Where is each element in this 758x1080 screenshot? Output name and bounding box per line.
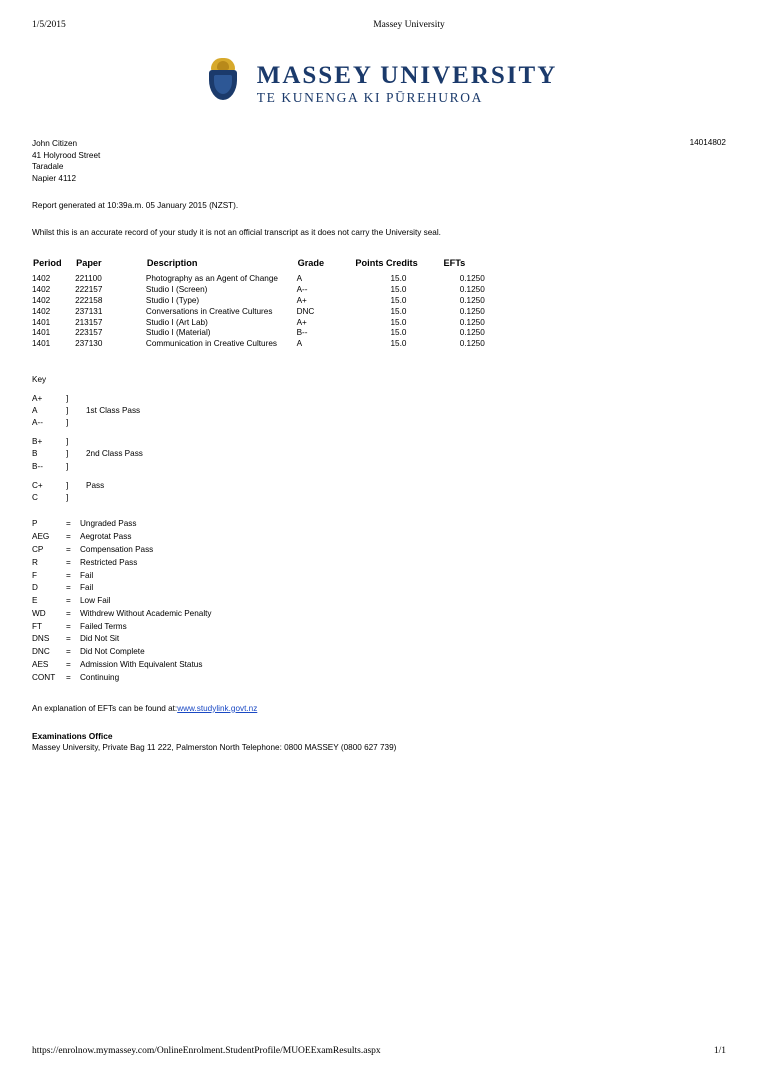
cell-efts: 0.1250 [459,328,485,338]
results-header-row [32,257,502,274]
abbreviation-symbol: DNC [32,647,50,657]
cell-description: Studio I (Art Lab) [145,317,208,327]
key-bracket: ] [66,405,69,415]
abbreviation-meaning: Low Fail [80,596,111,606]
abbreviation-meaning: Did Not Sit [80,634,120,644]
cell-paper: 222158 [75,296,103,306]
disclaimer-line: Whilst this is an accurate record of your study it is not an official transcript as it does not carry the University seal. [32,227,441,237]
university-motto: TE KUNENGA KI PŪREHUROA [256,90,483,106]
column-header-grade: Grade [297,257,325,268]
key-symbol: B [32,449,38,459]
abbreviation-meaning: Fail [80,583,94,593]
abbreviation-symbol: E [32,596,38,606]
abbreviation-equals: = [66,608,71,618]
cell-description: Communication in Creative Cultures [145,339,277,349]
cell-points: 15.0 [390,274,407,284]
cell-description: Studio I (Screen) [145,285,208,295]
cell-grade: DNC [296,306,315,316]
cell-efts: 0.1250 [459,317,485,327]
abbreviation-equals: = [66,583,71,593]
examinations-office-details: Massey University, Private Bag 11 222, Palmerston North Telephone: 0800 MASSEY (0800 627 739) [32,742,397,752]
abbreviation-row [32,569,212,582]
key-label [86,392,143,404]
address-row [32,138,726,185]
abbreviation-symbol: D [32,583,38,593]
cell-grade: A [296,339,303,349]
abbreviation-equals: = [66,647,71,657]
abbreviation-equals: = [66,634,71,644]
abbreviation-symbol: R [32,557,38,567]
cell-period: 1402 [32,296,51,306]
cell-points: 15.0 [390,296,407,306]
key-row [32,460,143,472]
cell-paper: 221100 [75,274,102,284]
abbreviation-meaning: Admission With Equivalent Status [80,660,203,670]
column-header-efts: EFTs [443,257,466,268]
abbreviation-symbol: WD [32,608,46,618]
key-label: 1st Class Pass [86,405,141,415]
key-label [86,436,143,448]
cell-description: Photography as an Agent of Change [145,274,278,284]
table-row [32,338,502,349]
abbreviation-row [32,581,212,594]
cell-grade: A+ [296,317,307,327]
column-header-paper: Paper [76,257,102,268]
abbreviation-meaning: Fail [80,570,94,580]
abbreviation-equals: = [66,519,71,529]
key-bracket: ] [66,480,69,490]
abbreviation-symbol: CONT [32,672,56,682]
abbreviation-row [32,658,212,671]
cell-description: Studio I (Material) [145,328,211,338]
document-body [32,138,726,752]
address-line-3: Napier 4112 [32,173,76,183]
cell-points: 15.0 [390,317,407,327]
key-bracket: ] [66,461,69,471]
cell-period: 1401 [32,328,51,338]
university-name: MASSEY UNIVERSITY [256,61,558,89]
table-row [32,284,502,295]
abbreviation-meaning: Failed Terms [80,621,127,631]
key-label [86,416,143,428]
abbreviation-equals: = [66,557,71,567]
key-bracket: ] [66,418,69,427]
cell-efts: 0.1250 [459,274,485,284]
key-symbol: B+ [32,437,43,447]
print-footer [32,1046,726,1056]
cell-paper: 237131 [75,306,103,316]
table-row [32,306,502,317]
abbreviation-row [32,607,212,620]
abbreviation-symbol: CP [32,544,44,554]
examinations-office-title: Examinations Office [32,730,113,741]
key-symbol: A+ [32,393,43,403]
cell-efts: 0.1250 [459,339,485,349]
university-logo [0,58,758,110]
cell-paper: 237130 [75,339,103,349]
student-address-block [32,138,100,185]
cell-points: 15.0 [390,328,407,338]
cell-period: 1401 [32,339,51,349]
print-date: 1/5/2015 [32,20,66,30]
cell-period: 1402 [32,306,51,316]
cell-period: 1401 [32,317,51,327]
table-row [32,317,502,328]
print-header [32,20,726,30]
table-row [32,327,502,338]
key-symbol: B-- [32,461,43,471]
university-wordmark [257,63,558,105]
key-row [32,448,143,460]
cell-grade: B-- [296,328,308,338]
key-row [32,491,143,503]
abbreviation-meaning: Aegrotat Pass [80,532,132,542]
abbreviation-row [32,556,212,569]
cell-points: 15.0 [390,339,407,349]
abbreviation-row [32,543,212,556]
cell-period: 1402 [32,274,51,284]
abbreviation-meaning: Withdrew Without Academic Penalty [80,608,212,618]
abbreviation-symbol: AEG [32,532,50,542]
abbreviation-meaning: Ungraded Pass [80,519,137,529]
abbreviation-row [32,594,212,607]
studylink-link[interactable]: www.studylink.govt.nz [177,703,258,713]
address-line-2: Taradale [32,162,64,172]
abbreviation-symbol: P [32,519,38,529]
table-row [32,274,502,285]
key-bracket: ] [66,492,69,502]
cell-grade: A [296,274,303,284]
cell-efts: 0.1250 [459,306,485,316]
key-symbol: A-- [32,418,43,427]
cell-period: 1402 [32,285,51,295]
key-row [32,392,143,404]
cell-points: 15.0 [390,306,407,316]
abbreviation-row [32,671,212,684]
abbreviation-symbol: F [32,570,38,580]
abbreviations-table [32,518,212,684]
examinations-office-block [32,731,726,752]
abbreviation-symbol: DNS [32,634,50,644]
cell-grade: A-- [296,285,308,295]
key-symbol: C [32,492,38,502]
abbreviation-meaning: Continuing [80,672,120,682]
cell-grade: A+ [296,296,307,306]
abbreviation-row [32,530,212,543]
abbreviation-symbol: FT [32,621,43,631]
table-row [32,295,502,306]
results-table [32,257,502,349]
cell-points: 15.0 [390,285,407,295]
abbreviation-equals: = [66,621,71,631]
footer-page-number: 1/1 [713,1046,726,1056]
footer-url: https://enrolnow.mymassey.com/OnlineEnrolment.StudentProfile/MUOEExamResults.aspx [32,1046,381,1056]
cell-paper: 222157 [75,285,103,295]
key-label [86,491,143,503]
student-id: 14014802 [689,138,726,147]
key-bracket: ] [66,393,69,403]
cell-paper: 213157 [75,317,103,327]
key-row [32,416,143,428]
column-header-description: Description [146,257,198,268]
cell-paper: 223157 [75,328,103,338]
abbreviation-row [32,645,212,658]
cell-description: Studio I (Type) [145,296,200,306]
key-label [86,460,143,472]
student-name: John Citizen [32,139,78,148]
efts-explanation [32,704,726,713]
cell-efts: 0.1250 [459,296,485,306]
abbreviation-row [32,620,212,633]
abbreviation-meaning: Did Not Complete [80,647,145,657]
key-bracket: ] [66,449,69,459]
abbreviation-equals: = [66,570,71,580]
key-row [32,404,143,416]
abbreviation-equals: = [66,596,71,606]
cell-efts: 0.1250 [459,285,485,295]
grade-key-table [32,392,143,504]
abbreviation-row [32,633,212,646]
abbreviation-equals: = [66,544,71,554]
abbreviation-row [32,518,212,531]
abbreviation-meaning: Restricted Pass [80,557,138,567]
cell-description: Conversations in Creative Cultures [145,306,273,316]
key-symbol: A [32,405,38,415]
key-label: 2nd Class Pass [86,449,143,459]
column-header-period: Period [33,257,62,268]
print-page-title: Massey University [373,20,445,30]
column-header-points-credits: Points Credits [355,257,418,268]
key-row [32,479,143,491]
abbreviation-equals: = [66,660,71,670]
massey-crest-icon [201,58,245,110]
key-bracket: ] [66,437,69,447]
key-symbol: C+ [32,480,43,490]
results-body [32,274,502,349]
report-generated-line: Report generated at 10:39a.m. 05 January 2015 (NZST). [32,200,239,210]
key-row [32,436,143,448]
abbreviation-equals: = [66,672,71,682]
key-label: Pass [86,480,105,490]
efts-note-text: An explanation of EFTs can be found at: [32,703,178,713]
abbreviation-meaning: Compensation Pass [80,544,154,554]
abbreviation-symbol: AES [32,660,49,670]
abbreviation-equals: = [66,532,71,542]
address-line-1: 41 Holyrood Street [32,150,101,160]
key-title: Key [32,375,47,385]
